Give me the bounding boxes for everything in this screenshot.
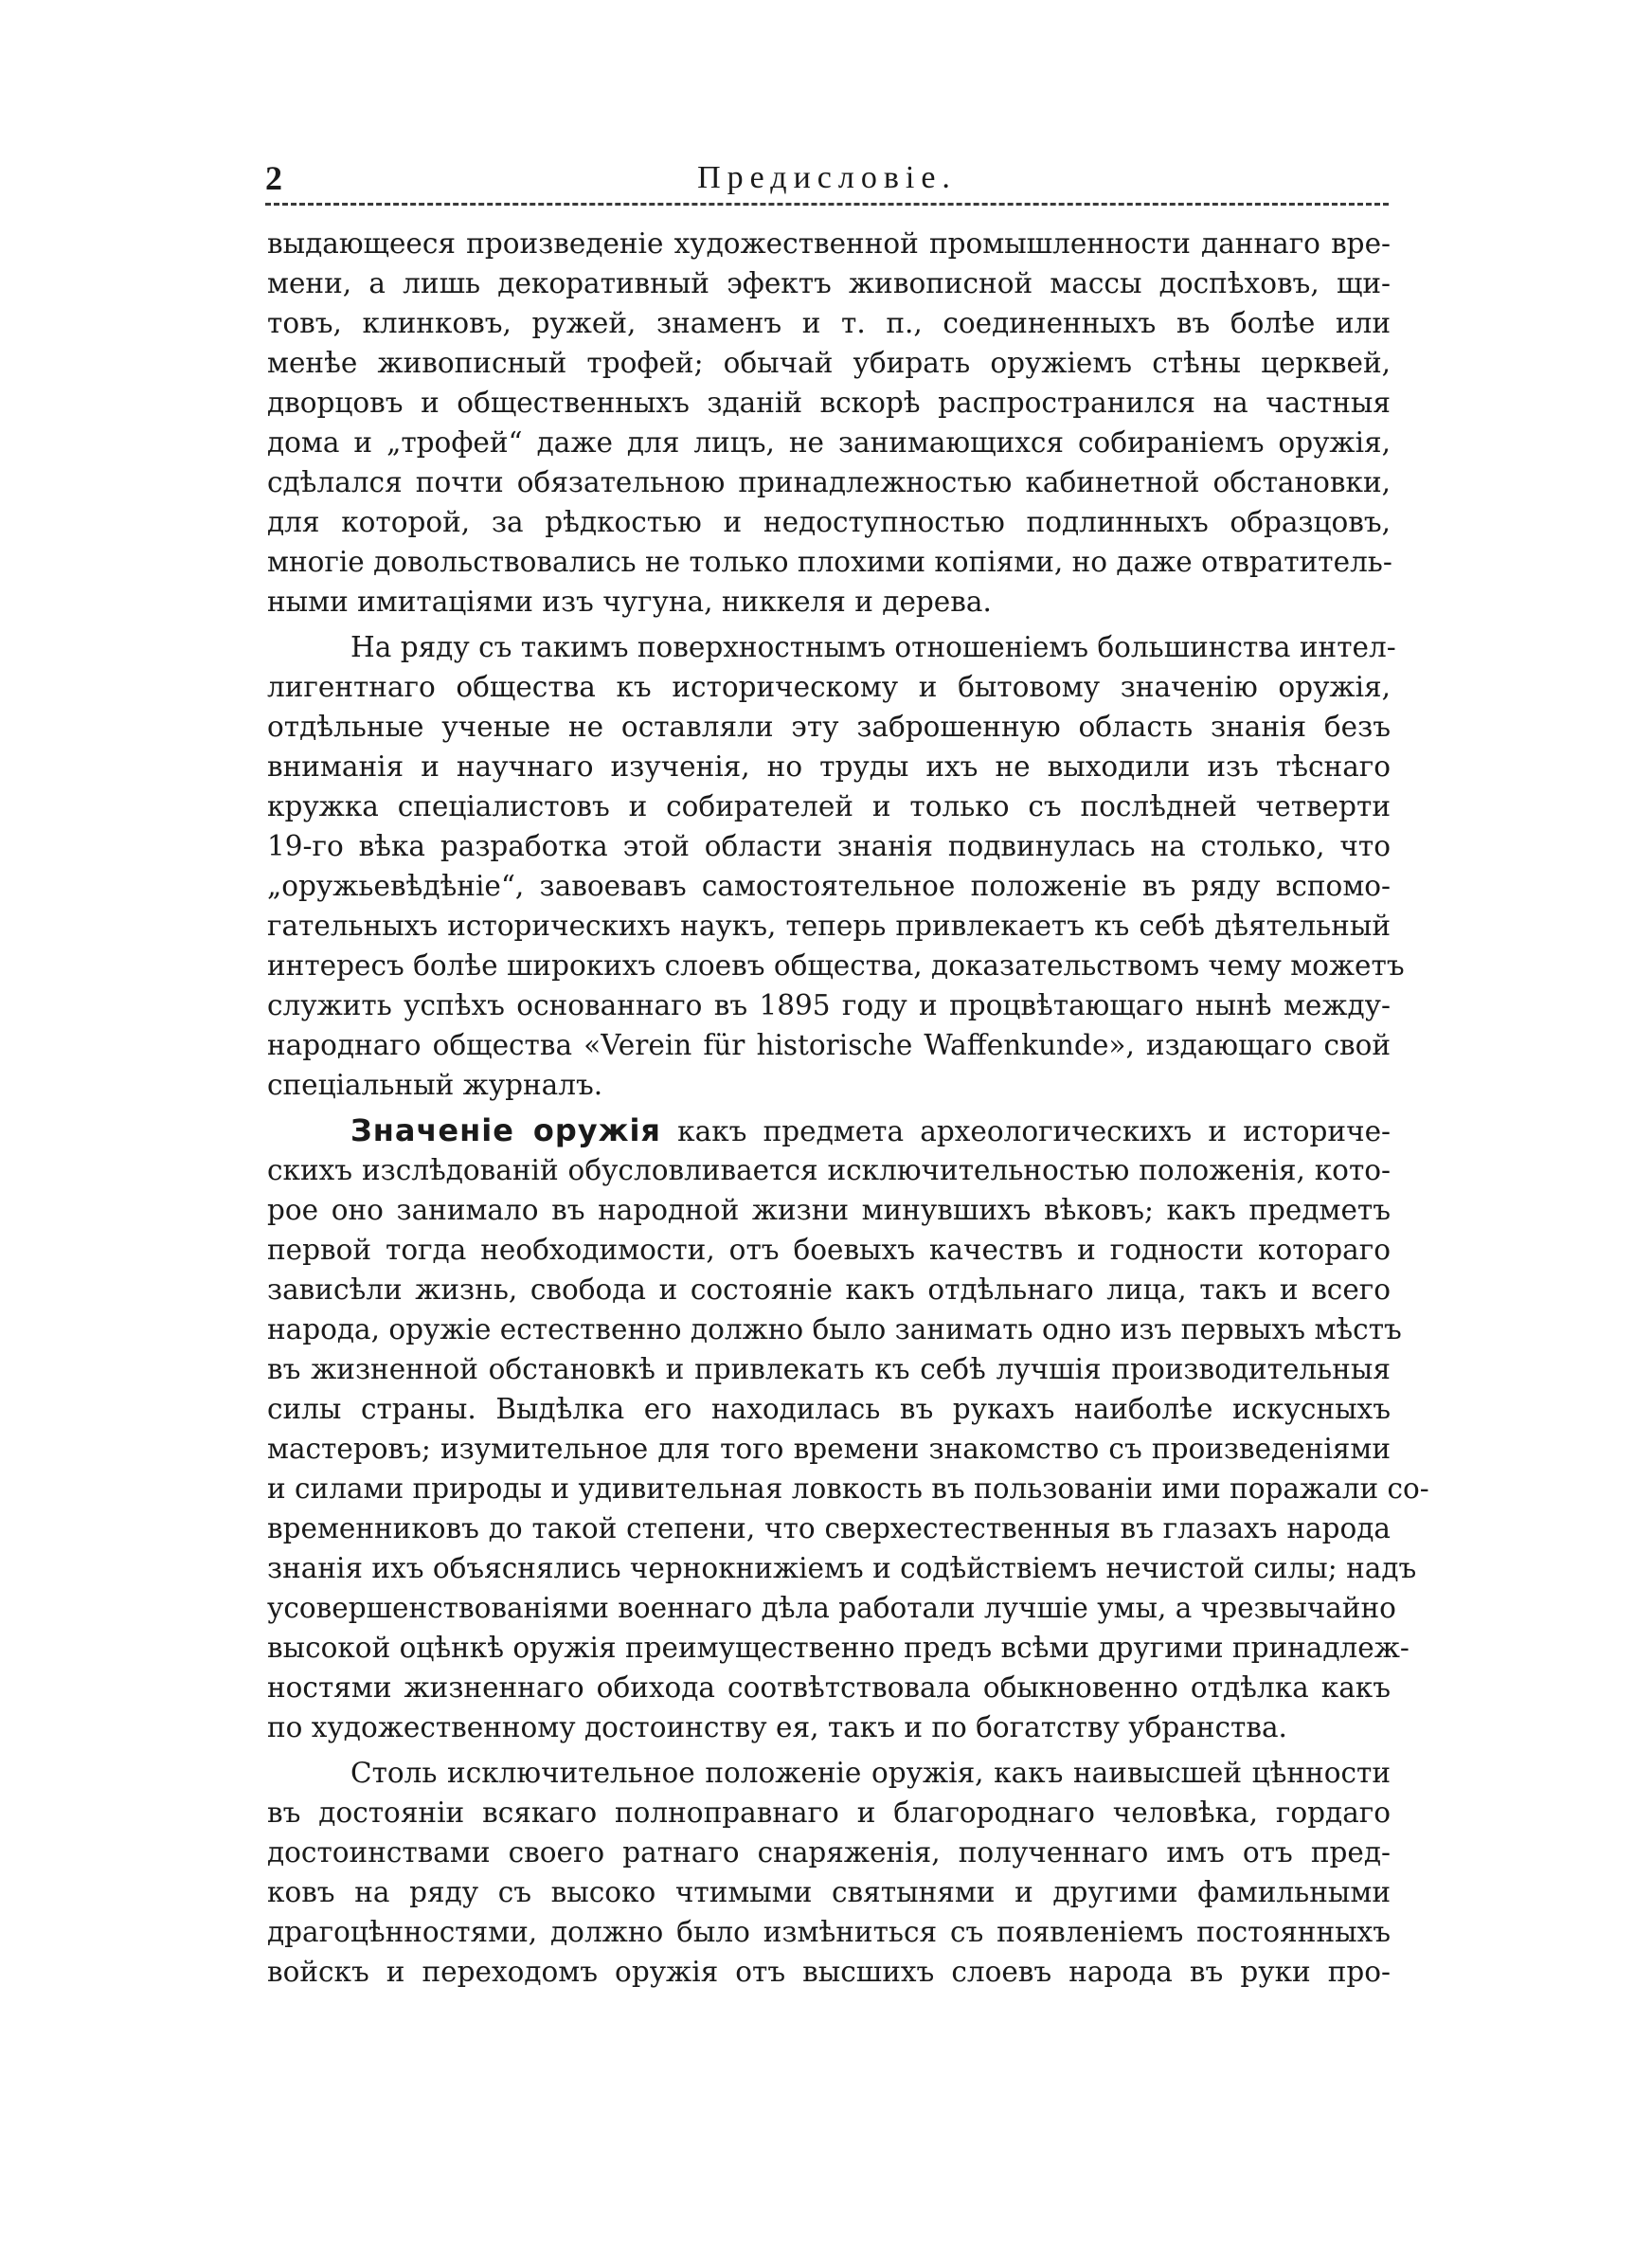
text-line: кружка спеціалистовъ и собирателей и только съ послѣдней четверти [267,790,1391,822]
text-line: и силами природы и удивительная ловкость въ пользованіи ими поражали со- [267,1472,1429,1505]
text-line: силы страны. Выдѣлка его находилась въ рукахъ наиболѣе искусныхъ [267,1393,1391,1425]
text-line: дворцовъ и общественныхъ зданій вскорѣ распространился на частныя [267,387,1391,419]
text-line: зависѣли жизнь, свобода и состояніе какъ отдѣльнаго лица, такъ и всего [267,1273,1391,1306]
text-line: достоинствами своего ратнаго снаряженія, полученнаго имъ отъ пред- [267,1836,1391,1869]
text-line: 19-го вѣка разработка этой области знанія подвинулась на столько, что [267,830,1391,862]
text-line: рое оно занимало въ народной жизни минувшихъ вѣковъ; какъ предметъ [267,1194,1391,1226]
text-line: войскъ и переходомъ оружія отъ высшихъ слоевъ народа въ руки про- [267,1956,1391,1988]
lead-line-rest: какъ предмета археологическихъ и историче- [677,1115,1391,1147]
text-line: выдающееся произведеніе художественной промышленности даннаго вре- [267,227,1391,260]
text-line: Столь исключительное положеніе оружія, какъ наивысшей цѣнности [350,1757,1391,1789]
text-line: высокой оцѣнкѣ оружія преимущественно предъ всѣми другими принадлеж- [267,1632,1410,1664]
text-line: народа, оружіе естественно должно было занимать одно изъ первыхъ мѣстъ [267,1313,1402,1345]
text-line: интересъ болѣе широкихъ слоевъ общества, доказательствомъ чему можетъ [267,949,1405,982]
text-line: усовершенствованіями военнаго дѣла работали лучшіе умы, а чрезвычайно [267,1592,1396,1624]
text-line: На ряду съ такимъ поверхностнымъ отношеніемъ большинства интел- [350,631,1396,663]
text-line: первой тогда необходимости, отъ боевыхъ качествъ и годности котораго [267,1234,1391,1266]
text-line: мастеровъ; изумительное для того времени знакомство съ произведеніями [267,1433,1391,1465]
text-line: многіе довольствовались не только плохими копіями, но даже отвратитель- [267,546,1392,578]
text-line: товъ, клинковъ, ружей, знаменъ и т. п., соединенныхъ въ болѣе или [267,307,1391,339]
running-title: Предисловіе. [697,160,957,195]
text-line: отдѣльные ученые не оставляли эту заброшенную область знанія безъ [267,711,1391,743]
text-line: по художественному достоинству ея, такъ и по богатству убранства. [267,1711,1287,1743]
text-line: ковъ на ряду съ высоко чтимыми святынями и другими фамильными [267,1876,1391,1908]
text-line: народнаго общества «Verein für historische Waffenkunde», издающаго свой [267,1029,1391,1061]
text-line: гательныхъ историческихъ наукъ, теперь привлекаетъ къ себѣ дѣятельный [267,910,1391,942]
text-line: сдѣлался почти обязательною принадлежностью кабинетной обстановки, [267,466,1391,498]
text-line: скихъ изслѣдованій обусловливается исключительностью положенія, кото- [267,1154,1391,1186]
text-line: служить успѣхъ основаннаго въ 1895 году и процвѣтающаго нынѣ между- [267,989,1391,1021]
text-line: спеціальный журналъ. [267,1069,603,1101]
text-line: дома и „трофей“ даже для лицъ, не занимающихся собираніемъ оружія, [267,426,1391,459]
paragraph-2 [267,627,1405,1105]
paragraph-3 [267,1110,1429,1747]
page-header [265,159,1389,205]
text-line: „оружьевѣдѣніе“, завоевавъ самостоятельное положеніе въ ряду вспомо- [267,870,1391,902]
text-line: лигентнаго общества къ историческому и бытовому значенію оружія, [267,671,1391,703]
text-line: менѣе живописный трофей; обычай убирать оружіемъ стѣны церквей, [267,347,1391,379]
text-line: вниманія и научнаго изученія, но труды ихъ не выходили изъ тѣснаго [267,750,1391,783]
text-line: въ жизненной обстановкѣ и привлекать къ себѣ лучшія производительныя [267,1353,1391,1385]
text-line: знанія ихъ объяснялись чернокнижіемъ и содѣйствіемъ нечистой силы; надъ [267,1552,1417,1584]
text-line: драгоцѣнностями, должно было измѣниться съ появленіемъ постоянныхъ [267,1916,1391,1948]
body-text [267,224,1429,1997]
text-line: для которой, за рѣдкостью и недоступностью подлинныхъ образцовъ, [267,506,1391,538]
paragraph-4 [267,1753,1391,1992]
bold-lead-term: Значеніе оружія [350,1112,661,1148]
text-line: ными имитаціями изъ чугуна, никкеля и дерева. [267,586,992,618]
page-number: 2 [265,159,282,197]
text-line: временниковъ до такой степени, что сверхестественныя въ глазахъ народа [267,1512,1391,1544]
paragraph-1 [267,224,1391,622]
text-line-with-lead [267,1110,1391,1150]
text-line: въ достояніи всякаго полноправнаго и благороднаго человѣка, гордаго [267,1797,1391,1829]
header-rule [265,203,1389,206]
text-line: ностями жизненнаго обихода соотвѣтствовала обыкновенно отдѣлка какъ [267,1671,1391,1704]
text-line: мени, а лишь декоративный эфектъ живописной массы доспѣховъ, щи- [267,267,1391,299]
